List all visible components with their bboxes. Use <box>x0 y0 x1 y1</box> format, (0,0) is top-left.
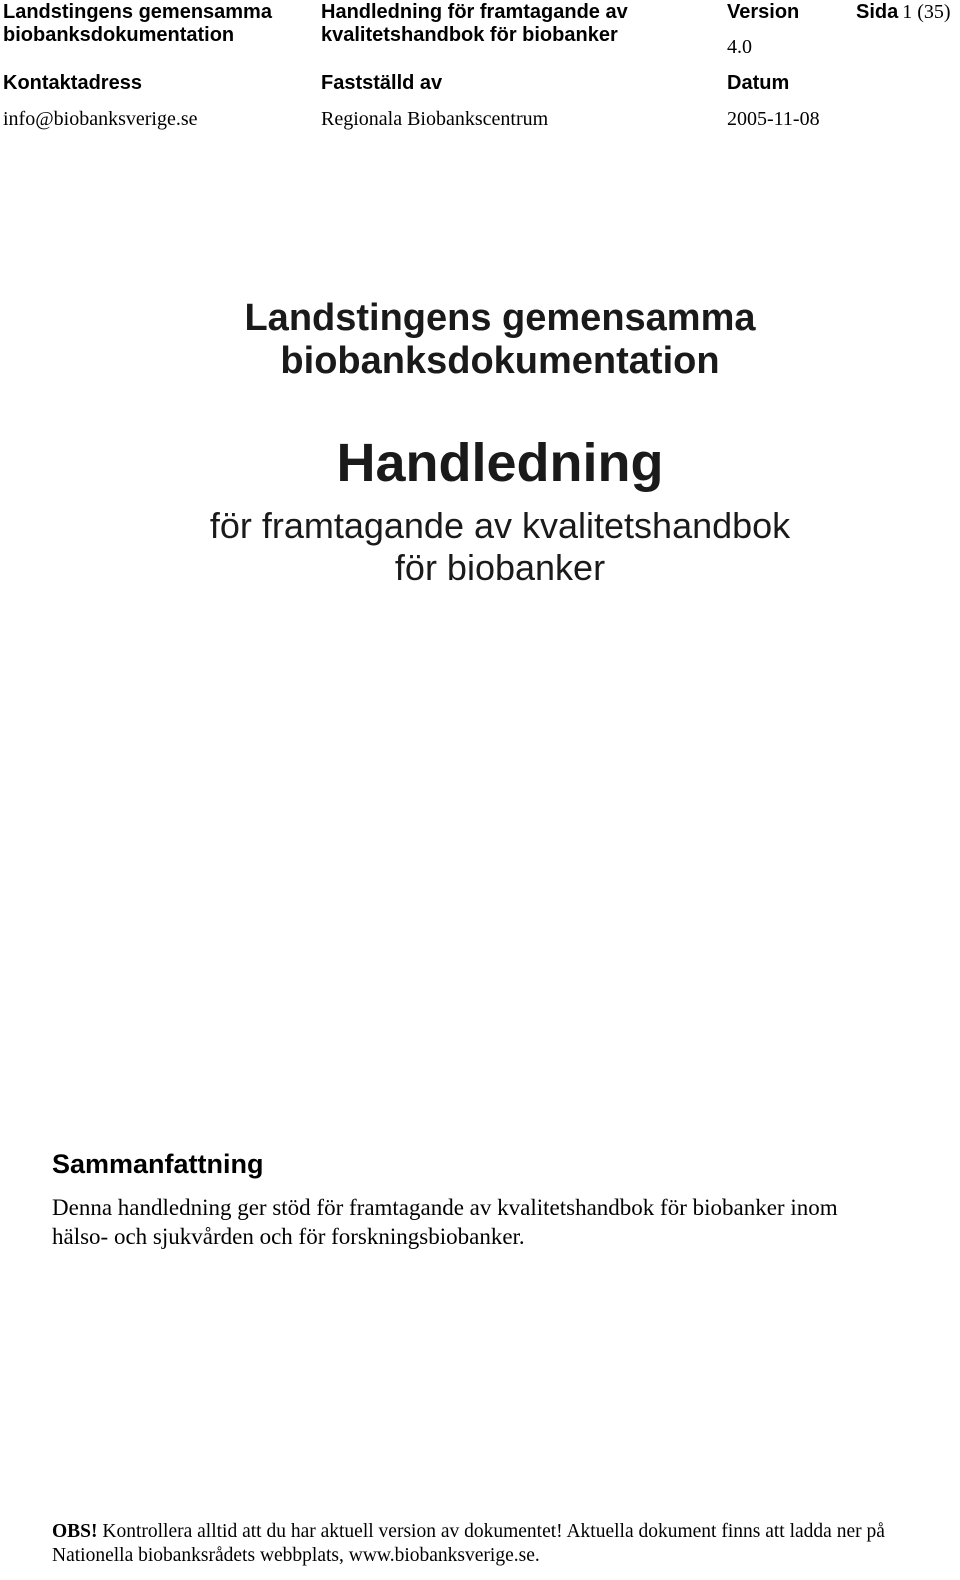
header-series-line1: Landstingens gemensamma <box>3 1 272 23</box>
header-series-line2: biobanksdokumentation <box>3 24 235 46</box>
header-version-label: Version <box>727 1 800 23</box>
notice-line2: Nationella biobanksrådets webbplats, www.biobanksverige.se. <box>52 1545 540 1566</box>
summary-heading: Sammanfattning <box>52 1149 264 1179</box>
cover-subtitle-line2: för biobanker <box>394 547 606 588</box>
header-page-value: 1 (35) <box>902 1 951 23</box>
header-page-label: Sida <box>856 1 899 23</box>
header-approved-label: Fastställd av <box>321 72 443 94</box>
header-version-value: 4.0 <box>727 36 752 58</box>
cover-series-line1: Landstingens gemensamma <box>244 297 756 339</box>
summary-line2: hälso- och sjukvården och för forskningsbiobanker. <box>52 1224 525 1249</box>
header-title-line2: kvalitetshandbok för biobanker <box>321 24 618 46</box>
cover-series-line2: biobanksdokumentation <box>280 340 720 382</box>
notice-line1 <box>52 1520 952 1544</box>
version-notice <box>52 1520 952 1568</box>
cover-series-title <box>0 297 960 383</box>
header-page <box>856 1 951 24</box>
header-title-line1: Handledning för framtagande av <box>321 1 628 23</box>
header-contact-value: info@biobanksverige.se <box>3 108 198 130</box>
cover-main-title: Handledning <box>336 433 664 493</box>
summary-line1: Denna handledning ger stöd för framtagande av kvalitetshandbok för biobanker inom <box>52 1195 838 1220</box>
header-contact-label: Kontaktadress <box>3 72 142 94</box>
cover-subtitle-line1: för framtagande av kvalitetshandbok <box>209 505 791 546</box>
notice-line1-text: Kontrollera alltid att du har aktuell version av dokumentet! Aktuella dokument finns att ladda ner på <box>97 1521 885 1542</box>
header-date-value: 2005-11-08 <box>727 108 820 130</box>
cover-subtitle <box>0 505 960 589</box>
notice-prefix: OBS! <box>52 1521 98 1542</box>
header-date-label: Datum <box>727 72 790 94</box>
header-approved-value: Regionala Biobankscentrum <box>321 108 549 130</box>
summary-text <box>52 1193 932 1251</box>
